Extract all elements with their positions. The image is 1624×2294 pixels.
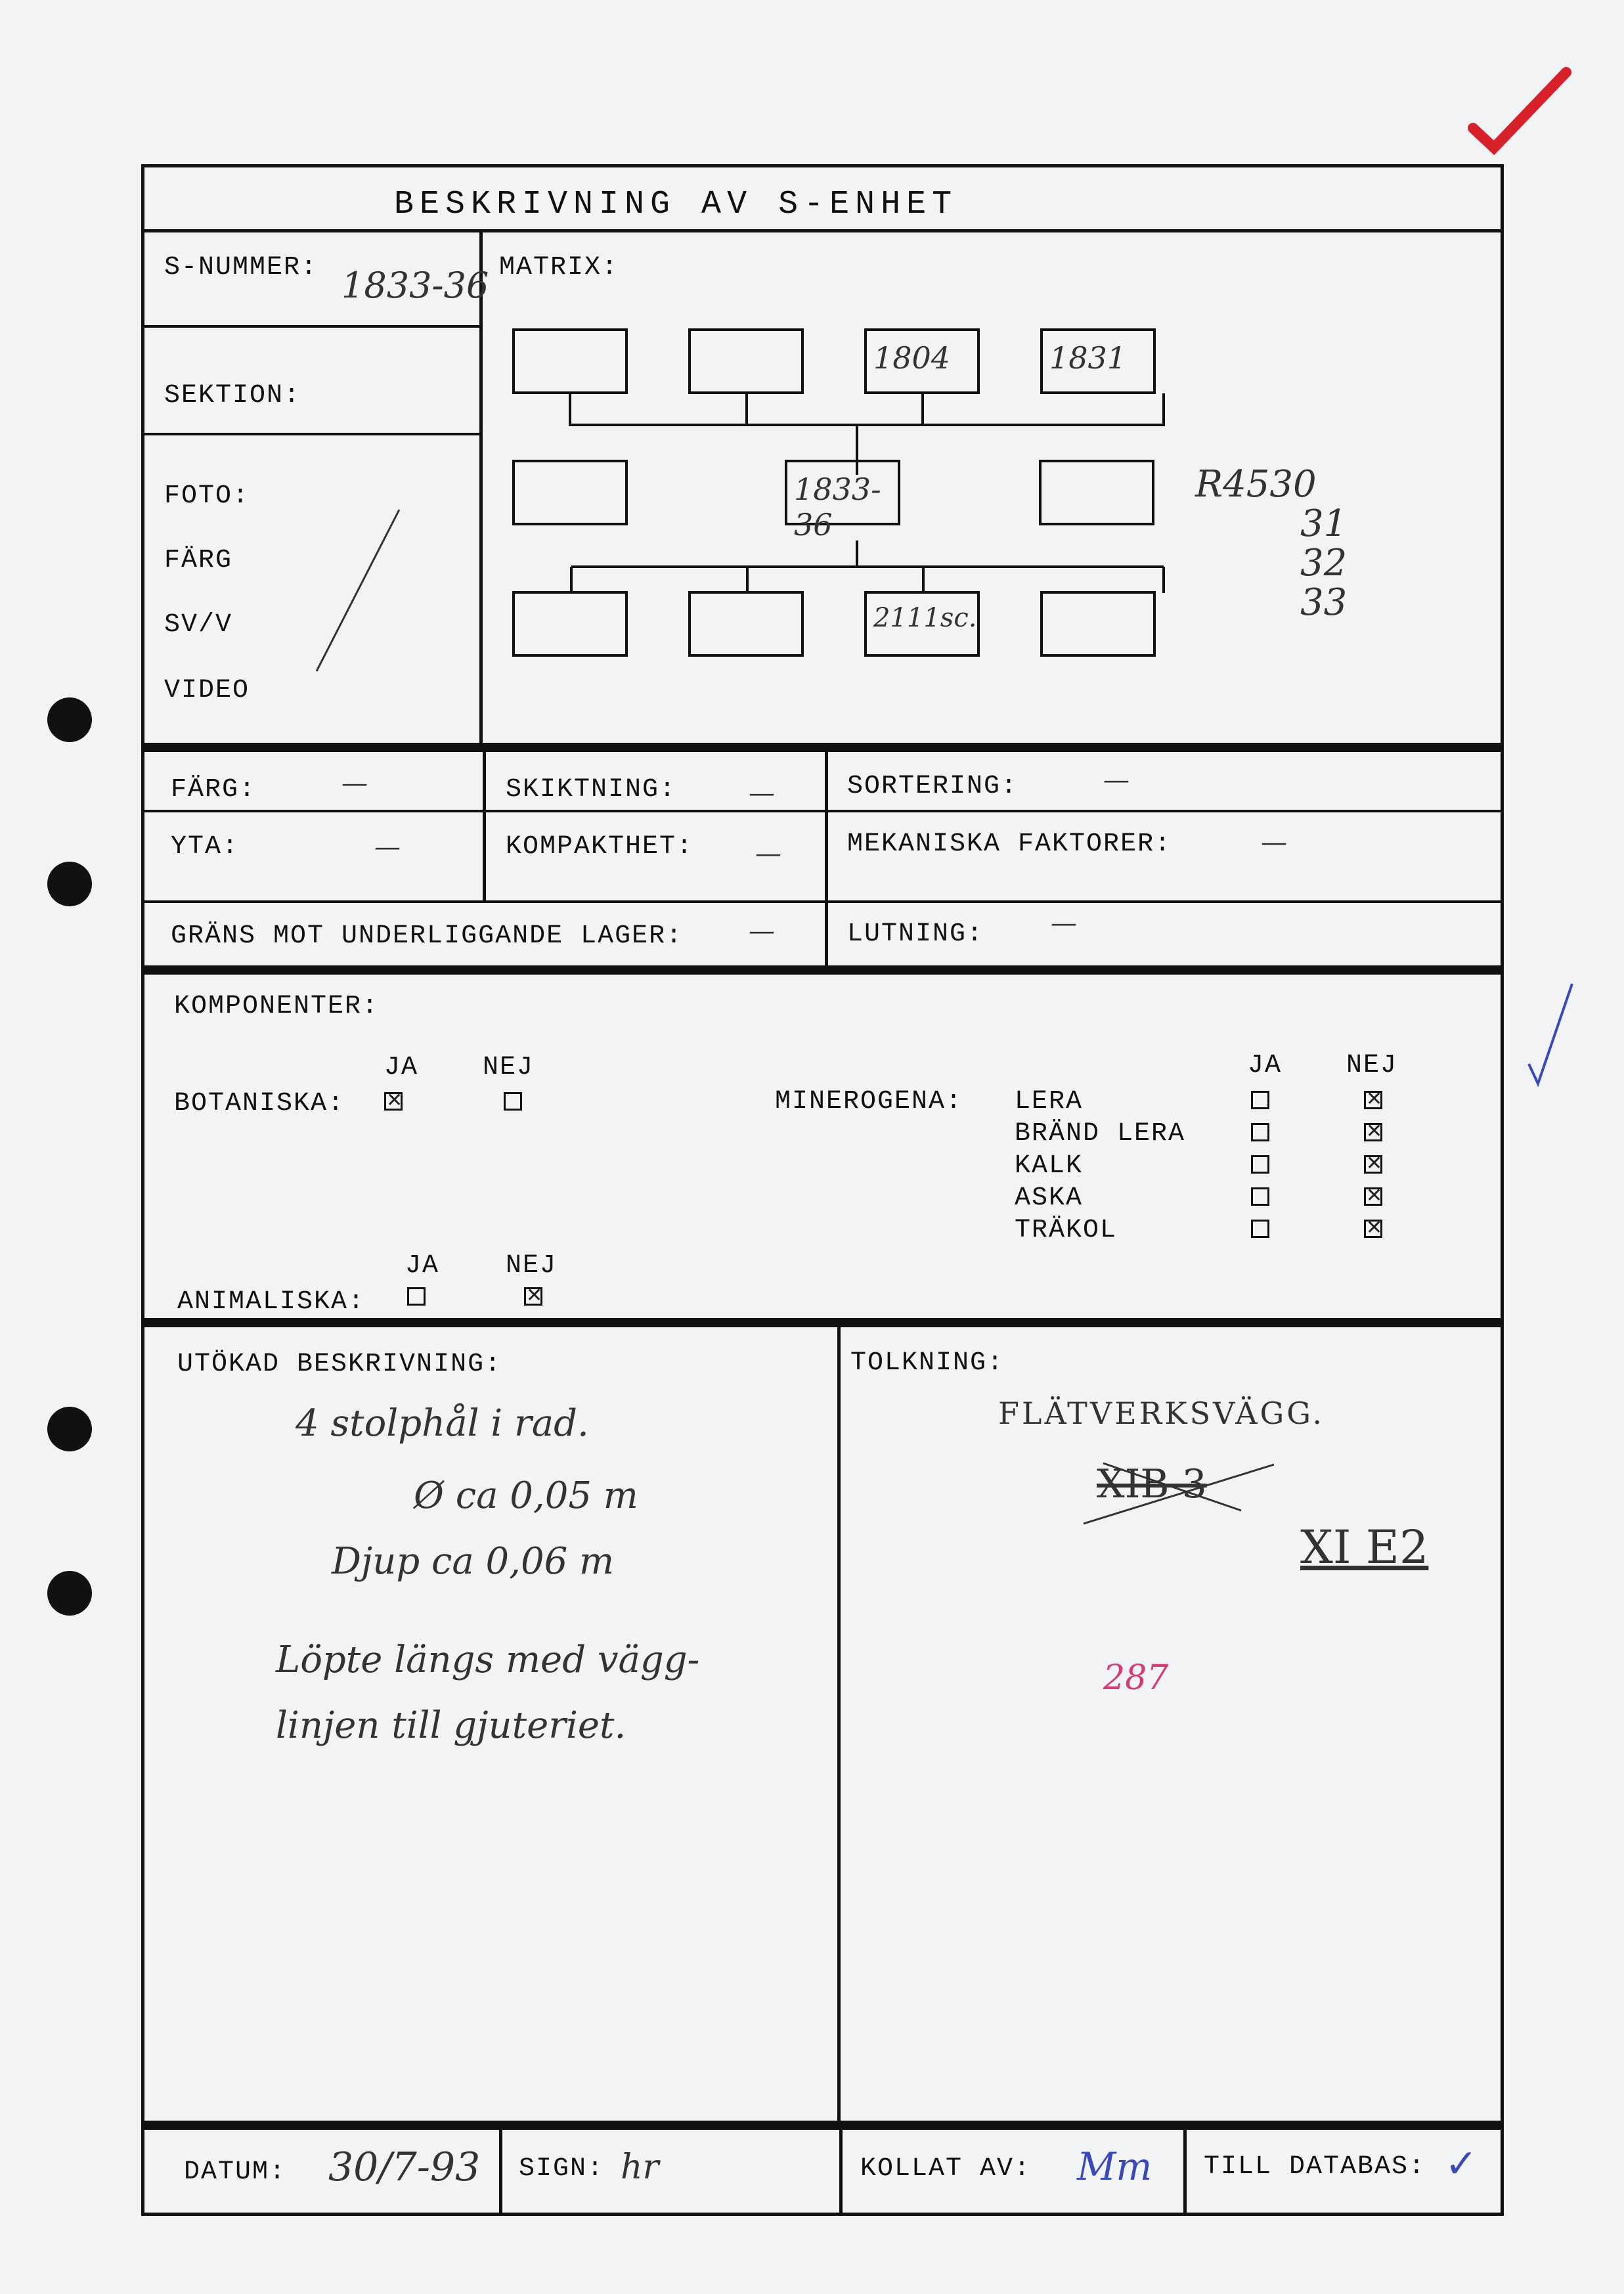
botaniska-nej-header: NEJ [483, 1053, 535, 1082]
divider [144, 810, 1501, 812]
minerogena-ja-checkbox[interactable] [1251, 1123, 1269, 1141]
tolkning-label: TOLKNING: [850, 1348, 1005, 1378]
yta-label: YTA: [171, 832, 240, 862]
matrix-box[interactable] [1039, 460, 1154, 525]
sortering-label: SORTERING: [847, 772, 1019, 801]
divider [1183, 2130, 1187, 2213]
thick-divider [144, 965, 1501, 975]
minerogena-ja-header: JA [1248, 1051, 1283, 1080]
matrix-side-note: 33 [1300, 581, 1348, 624]
foto-farg-label: FÄRG [164, 546, 233, 575]
datum-value[interactable]: 30/7-93 [328, 2144, 481, 2190]
matrix-box[interactable]: 1804 [864, 328, 980, 394]
tolkning-struck: XIB 3 [1097, 1461, 1207, 1507]
punch-hole [47, 1407, 92, 1451]
matrix-box[interactable]: 1831 [1040, 328, 1156, 394]
skiktning-value[interactable]: — [749, 778, 775, 808]
minerogena-item-label: LERA [1015, 1087, 1084, 1116]
yta-value[interactable]: — [374, 832, 401, 862]
minerogena-ja-checkbox[interactable] [1251, 1155, 1269, 1174]
botaniska-nej-checkbox[interactable] [504, 1092, 522, 1111]
animaliska-ja-checkbox[interactable] [407, 1287, 426, 1306]
botaniska-ja-header: JA [384, 1053, 419, 1082]
matrix-label: MATRIX: [499, 253, 619, 282]
minerogena-nej-checkbox[interactable]: ✕ [1364, 1123, 1382, 1141]
minerogena-nej-header: NEJ [1346, 1051, 1398, 1080]
thick-divider [144, 1318, 1501, 1327]
utokad-line[interactable]: Djup ca 0,06 m [332, 1540, 615, 1583]
s-enhet-form [141, 164, 1504, 2216]
divider [144, 433, 479, 435]
sign-value[interactable]: hr [621, 2148, 659, 2187]
thick-divider [144, 2121, 1501, 2130]
matrix-box[interactable] [688, 591, 804, 657]
tolkning-code[interactable]: XI E2 [1300, 1520, 1429, 1574]
kompakthet-label: KOMPAKTHET: [506, 832, 694, 862]
lutning-value[interactable]: — [1051, 908, 1077, 938]
s-nummer-value[interactable]: 1833-36 [341, 265, 489, 306]
farg-label: FÄRG: [171, 775, 257, 805]
sortering-value[interactable]: — [1103, 765, 1130, 795]
matrix-box[interactable] [512, 460, 628, 525]
till-databas-label: TILL DATABAS: [1204, 2152, 1426, 2182]
thick-divider [144, 743, 1501, 752]
animaliska-nej-header: NEJ [506, 1251, 558, 1281]
botaniska-ja-checkbox[interactable]: ✕ [384, 1092, 403, 1111]
minerogena-nej-checkbox[interactable]: ✕ [1364, 1220, 1382, 1238]
strike-line [309, 506, 407, 676]
animaliska-ja-header: JA [405, 1251, 440, 1281]
matrix-box[interactable] [512, 328, 628, 394]
matrix-box[interactable]: 2111sc. [864, 591, 980, 657]
minerogena-item-label: KALK [1015, 1151, 1084, 1181]
grans-value[interactable]: — [749, 916, 775, 946]
utokad-line[interactable]: Löpte längs med vägg- [276, 1639, 700, 1681]
matrix-box[interactable] [512, 591, 628, 657]
strike-cross [1077, 1458, 1274, 1530]
tolkning-number: 287 [1103, 1658, 1169, 1698]
foto-svv-label: SV/V [164, 610, 233, 640]
divider [144, 900, 1501, 903]
red-check-icon [1468, 66, 1573, 164]
utokad-line[interactable]: Ø ca 0,05 m [414, 1474, 638, 1517]
matrix-box[interactable] [1040, 591, 1156, 657]
minerogena-ja-checkbox[interactable] [1251, 1091, 1269, 1109]
minerogena-nej-checkbox[interactable]: ✕ [1364, 1187, 1382, 1206]
tolkning-value[interactable]: FLÄTVERKSVÄGG. [998, 1396, 1325, 1431]
punch-hole [47, 697, 92, 742]
minerogena-item-label: BRÄND LERA [1015, 1119, 1186, 1149]
kollat-label: KOLLAT AV: [860, 2154, 1032, 2184]
skiktning-label: SKIKTNING: [506, 775, 677, 805]
kompakthet-value[interactable]: — [755, 839, 781, 869]
farg-value[interactable]: — [341, 768, 368, 799]
komponenter-label: KOMPONENTER: [174, 992, 380, 1021]
divider [825, 752, 828, 903]
divider [479, 229, 483, 744]
matrix-side-note: R4530 [1195, 463, 1317, 506]
minerogena-label: MINEROGENA: [775, 1087, 963, 1116]
s-nummer-label: S-NUMMER: [164, 253, 318, 282]
matrix-box-current[interactable]: 1833-36 [785, 460, 900, 525]
datum-label: DATUM: [184, 2157, 287, 2187]
minerogena-item-label: ASKA [1015, 1183, 1084, 1213]
utokad-label: UTÖKAD BESKRIVNING: [177, 1350, 502, 1379]
divider [483, 752, 486, 903]
divider [837, 1327, 841, 2121]
divider [499, 2130, 502, 2213]
divider [839, 2130, 843, 2213]
matrix-box[interactable] [688, 328, 804, 394]
minerogena-ja-checkbox[interactable] [1251, 1187, 1269, 1206]
divider [144, 325, 479, 328]
sign-label: SIGN: [519, 2154, 605, 2184]
till-databas-value[interactable]: ✓ [1445, 2141, 1478, 2187]
punch-hole [47, 862, 92, 906]
matrix-side-note: 31 [1300, 502, 1348, 545]
mekaniska-label: MEKANISKA FAKTORER: [847, 829, 1172, 859]
lutning-label: LUTNING: [847, 919, 984, 949]
divider [144, 229, 1501, 232]
divider [825, 902, 828, 974]
blue-check-icon [1524, 979, 1576, 1090]
minerogena-item-label: TRÄKOL [1015, 1216, 1118, 1245]
animaliska-nej-checkbox[interactable]: ✕ [524, 1287, 542, 1306]
foto-label: FOTO: [164, 481, 250, 511]
minerogena-nej-checkbox[interactable]: ✕ [1364, 1091, 1382, 1109]
grans-label: GRÄNS MOT UNDERLIGGANDE LAGER: [171, 921, 684, 951]
kollat-value[interactable]: Mm [1077, 2144, 1152, 2189]
mekaniska-value[interactable]: — [1261, 827, 1287, 858]
punch-hole [47, 1571, 92, 1616]
animaliska-label: ANIMALISKA: [177, 1287, 366, 1317]
form-title: BESKRIVNING AV S-ENHET [394, 186, 958, 223]
utokad-line[interactable]: 4 stolphål i rad. [296, 1402, 589, 1445]
matrix-side-note: 32 [1300, 542, 1348, 585]
minerogena-nej-checkbox[interactable]: ✕ [1364, 1155, 1382, 1174]
utokad-line[interactable]: linjen till gjuteriet. [276, 1704, 626, 1747]
foto-video-label: VIDEO [164, 676, 250, 705]
botaniska-label: BOTANISKA: [174, 1089, 345, 1118]
sektion-label: SEKTION: [164, 381, 301, 410]
minerogena-ja-checkbox[interactable] [1251, 1220, 1269, 1238]
